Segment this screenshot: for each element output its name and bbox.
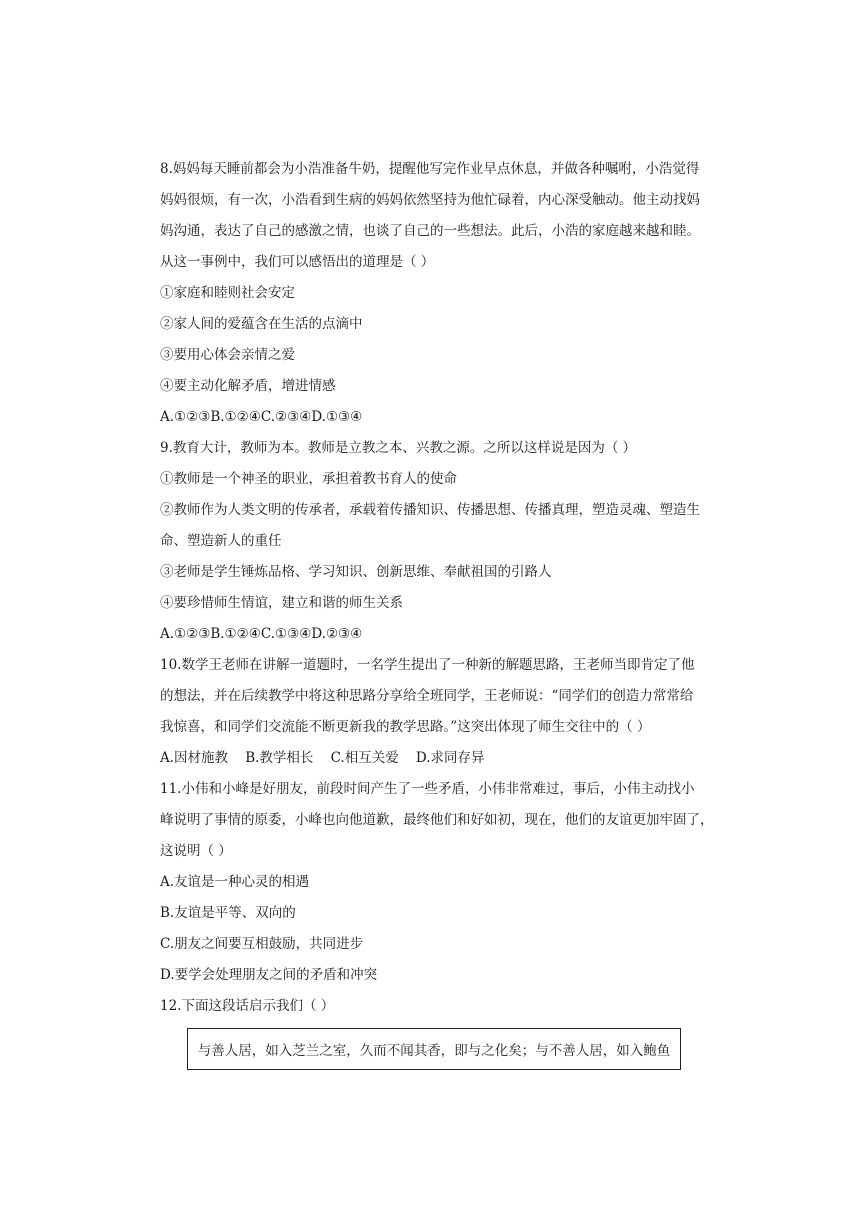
answer-option: ②教师作为人类文明的传承者，承载着传播知识、传播思想、传播真理，塑造灵魂、塑造生 [160, 502, 700, 518]
answer-option: ③老师是学生锤炼品格、学习知识、创新思维、奉献祖国的引路人 [160, 564, 552, 580]
question-text-line: 从这一事例中，我们可以感悟出的道理是（ ） [160, 254, 435, 270]
quote-text: 与善人居，如入芝兰之室，久而不闻其香，即与之化矣；与不善人居，如入鲍鱼 [197, 1043, 671, 1059]
question-text-line: 我惊喜，和同学们交流能不断更新我的教学思路。”这突出体现了师生交往中的（ ） [160, 719, 651, 735]
question-10 [160, 650, 695, 774]
answer-option: ①家庭和睦则社会安定 [160, 285, 295, 301]
answer-option: ④要主动化解矛盾，增进情感 [160, 378, 336, 394]
question-list [160, 154, 714, 1070]
question-8 [160, 154, 700, 433]
question-text-line: 8.妈妈每天睡前都会为小浩准备牛奶，提醒他写完作业早点休息，并做各种嘱咐，小浩觉得 [160, 161, 700, 177]
question-text-line: 妈沟通，表达了自己的感激之情，也谈了自己的一些想法。此后，小浩的家庭越来越和睦。 [160, 223, 700, 239]
question-12 [160, 991, 688, 1070]
answer-option: C.朋友之间要互相鼓励，共同进步 [160, 936, 364, 952]
answer-choices: A.因材施教 B.教学相长 C.相互关爱 D.求同存异 [160, 750, 485, 766]
question-text-line: 9.教育大计，教师为本。教师是立教之本、兴教之源。之所以这样说是因为（ ） [160, 440, 637, 456]
question-text-line: 10.数学王老师在讲解一道题时，一名学生提出了一种新的解题思路，王老师当即肯定了他 [160, 657, 695, 673]
answer-option: ④要珍惜师生情谊，建立和谐的师生关系 [160, 595, 403, 611]
answer-option: A.友谊是一种心灵的相遇 [160, 874, 310, 890]
answer-option: 命、塑造新人的重任 [160, 533, 282, 549]
quote-box [187, 1028, 681, 1070]
answer-option: D.要学会处理朋友之间的矛盾和冲突 [160, 967, 378, 983]
answer-choices: A.①②③B.①②④C.②③④D.①③④ [160, 409, 363, 425]
question-text-line: 峰说明了事情的原委，小峰也向他道歉，最终他们和好如初，现在，他们的友谊更加牢固了， [160, 812, 714, 828]
question-9 [160, 433, 700, 650]
question-text-line: 12.下面这段话启示我们（ ） [160, 998, 335, 1014]
question-text-line: 妈妈很烦，有一次，小浩看到生病的妈妈依然坚持为他忙碌着，内心深受触动。他主动找妈 [160, 192, 700, 208]
question-11 [160, 774, 714, 991]
answer-option: ②家人间的爱蕴含在生活的点滴中 [160, 316, 363, 332]
answer-choices: A.①②③B.①②④C.①③④D.②③④ [160, 626, 363, 642]
question-text-line: 11.小伟和小峰是好朋友，前段时间产生了一些矛盾，小伟非常难过，事后，小伟主动找小 [160, 781, 695, 797]
answer-option: ③要用心体会亲情之爱 [160, 347, 295, 363]
answer-option: B.友谊是平等、双向的 [160, 905, 296, 921]
question-text-line: 这说明（ ） [160, 843, 232, 859]
answer-option: ①教师是一个神圣的职业，承担着教书育人的使命 [160, 471, 457, 487]
question-text-line: 的想法，并在后续教学中将这种思路分享给全班同学，王老师说：“同学们的创造力常常给 [160, 688, 694, 704]
